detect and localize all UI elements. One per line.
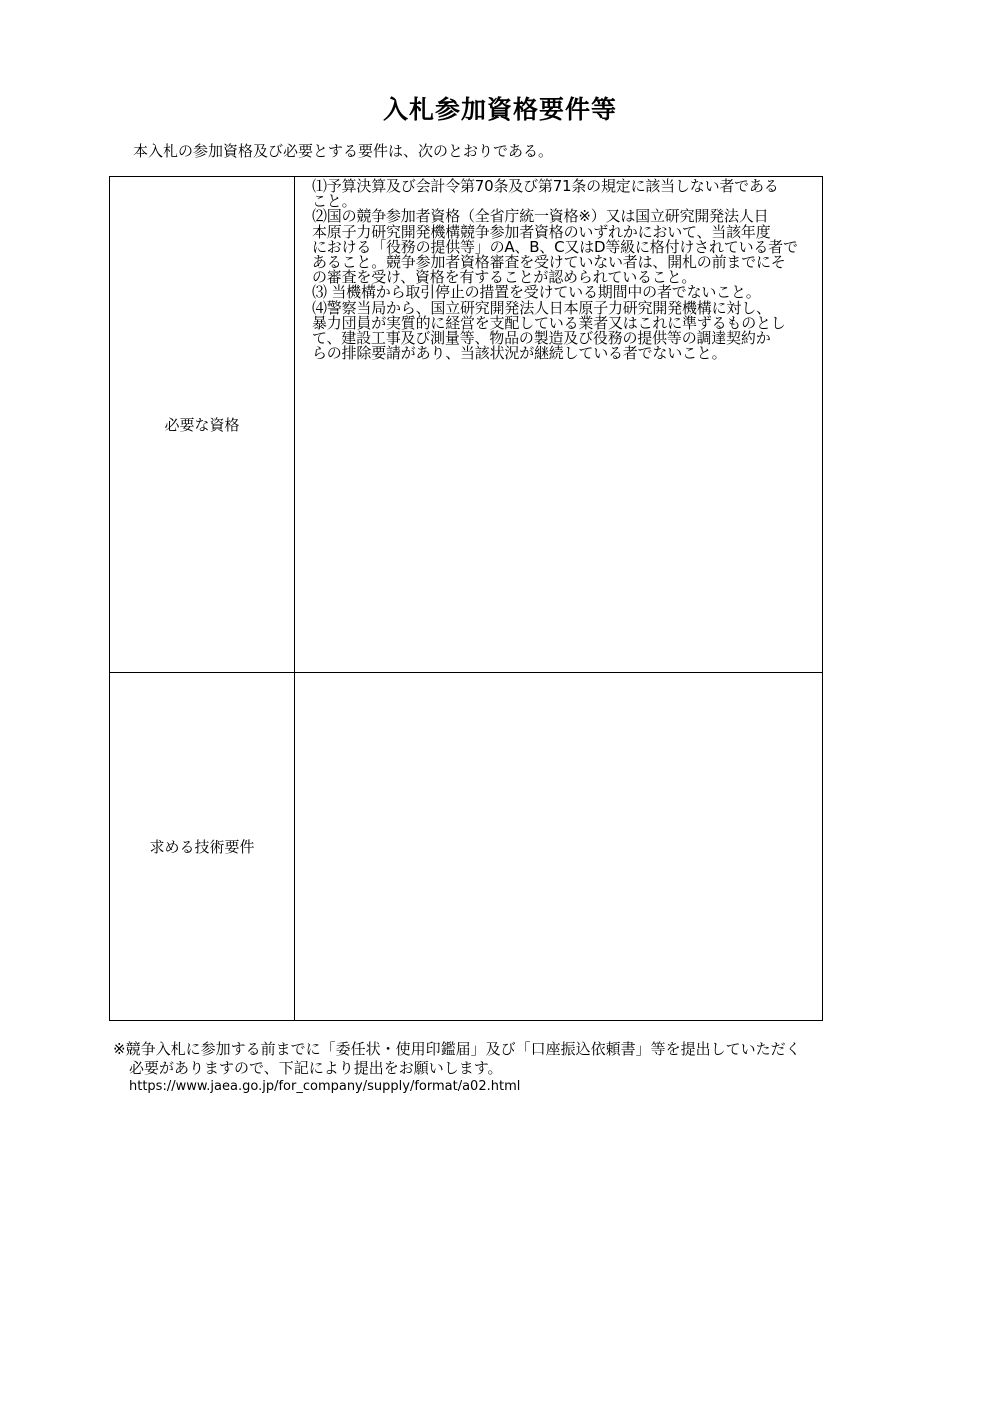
qualifications-content [295, 177, 823, 673]
footnote-url: https://www.jaea.go.jp/for_company/supply/format/a02.html [129, 1079, 521, 1094]
qualifications-label: 必要な資格 [110, 177, 295, 673]
table-row [110, 673, 823, 1021]
qualification-line: あること。競争参加者資格審査を受けていない者は、開札の前までにそ [312, 253, 786, 272]
qualification-line: 暴力団員が実質的に経営を支配している業者又はこれに準ずるものとし [312, 313, 786, 332]
page-title: 入札参加資格要件等 [382, 95, 617, 124]
qualification-line: ⑵国の競争参加者資格（全省庁統一資格※）又は国立研究開発法人日 [312, 207, 769, 226]
footnote-line: ※競争入札に参加する前までに「委任状・使用印鑑届」及び「口座振込依頼書」等を提出していただく [113, 1040, 801, 1058]
qualification-line: ⑷警察当局から、国立研究開発法人日本原子力研究開発機構に対し、 [312, 298, 771, 317]
footnote [113, 1040, 801, 1096]
qualification-line: て、建設工事及び測量等、物品の製造及び役務の提供等の調達契約か [312, 329, 771, 348]
qualification-line: 本原子力研究開発機構競争参加者資格のいずれかにおいて、当該年度 [312, 222, 771, 241]
qualification-line: らの排除要請があり、当該状況が継続している者でないこと。 [312, 344, 727, 363]
qualification-line: ⑴予算決算及び会計令第70条及び第71条の規定に該当しない者である [312, 177, 779, 195]
qualifications-text [295, 177, 822, 361]
qualification-line: の審査を受け、資格を有することが認められていること。 [312, 268, 697, 287]
table-row [110, 177, 823, 673]
qualification-line: における「役務の提供等」のA、B、C又はD等級に格付けされている者で [312, 237, 798, 256]
qualification-line: ⑶ 当機構から取引停止の措置を受けている期間中の者でないこと。 [312, 283, 761, 302]
intro-text: 本入札の参加資格及び必要とする要件は、次のとおりである。 [133, 142, 554, 160]
qualification-line: こと。 [312, 192, 357, 211]
technical-requirements-content [295, 673, 823, 1021]
footnote-line: 必要がありますので、下記により提出をお願いします。 [129, 1059, 503, 1077]
technical-requirements-label: 求める技術要件 [110, 673, 295, 1021]
requirements-table [109, 176, 823, 1021]
